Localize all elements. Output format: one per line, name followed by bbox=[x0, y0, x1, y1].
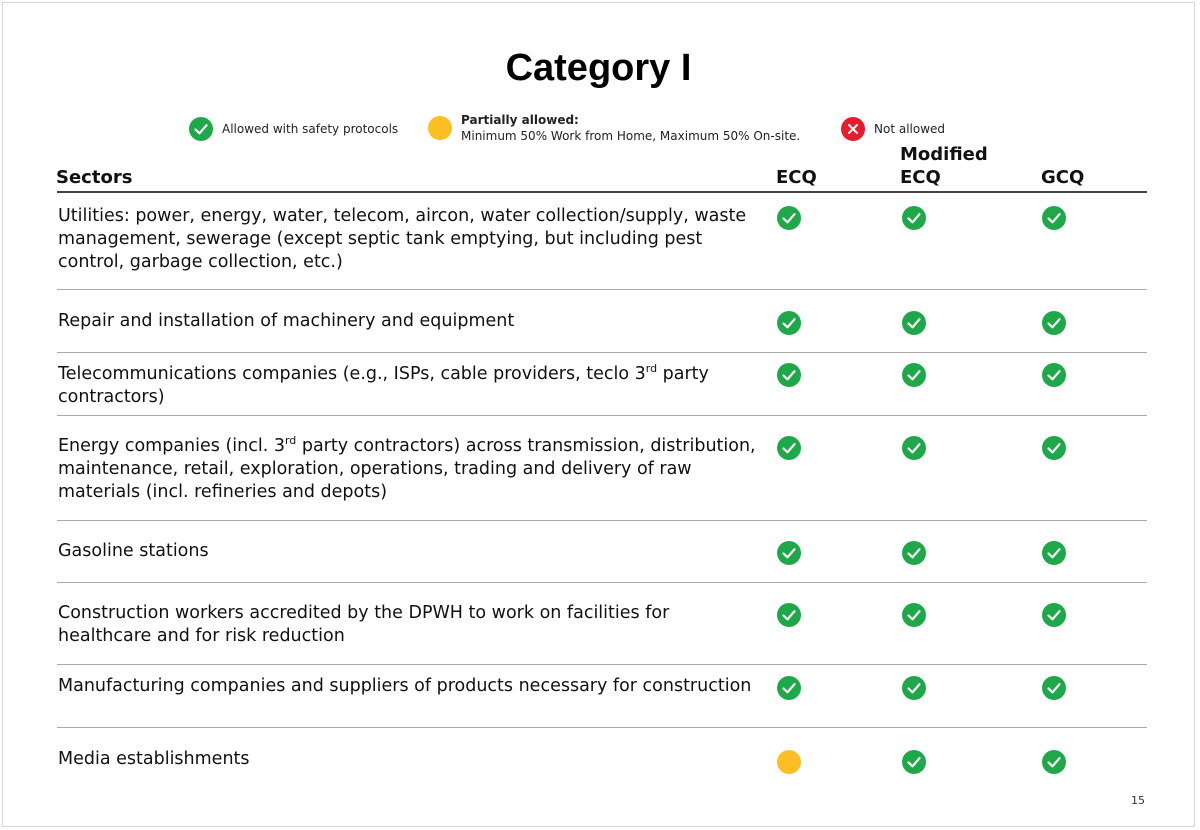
check-icon bbox=[902, 206, 926, 230]
check-icon bbox=[777, 206, 801, 230]
legend-partial-title: Partially allowed: bbox=[461, 113, 579, 127]
header-divider bbox=[57, 191, 1147, 193]
check-icon bbox=[777, 363, 801, 387]
sector-label: Telecommunications companies (e.g., ISPs, cable providers, teclo 3rd party contractors) bbox=[58, 362, 709, 407]
check-icon bbox=[902, 750, 926, 774]
row-divider bbox=[57, 415, 1147, 416]
check-icon bbox=[902, 676, 926, 700]
check-icon bbox=[902, 603, 926, 627]
sector-label: Gasoline stations bbox=[58, 541, 209, 561]
check-icon bbox=[1042, 603, 1066, 627]
row-divider bbox=[57, 289, 1147, 290]
partial-circle-icon bbox=[777, 750, 801, 774]
check-icon bbox=[1042, 311, 1066, 335]
check-icon bbox=[777, 436, 801, 460]
sector-label: Repair and installation of machinery and equipment bbox=[58, 311, 515, 331]
legend-partial bbox=[428, 112, 800, 144]
check-icon bbox=[777, 541, 801, 565]
check-icon bbox=[777, 603, 801, 627]
cross-icon bbox=[841, 117, 865, 141]
check-icon bbox=[777, 676, 801, 700]
legend-allowed-label: Allowed with safety protocols bbox=[222, 122, 399, 136]
check-icon bbox=[777, 311, 801, 335]
partial-circle-icon bbox=[428, 116, 452, 140]
legend-not-allowed-label: Not allowed bbox=[874, 122, 946, 136]
header-sectors: Sectors bbox=[56, 167, 133, 188]
check-icon bbox=[189, 117, 213, 141]
header-mecq-line2: ECQ bbox=[900, 167, 941, 188]
header-ecq: ECQ bbox=[776, 167, 817, 188]
sector-label: Utilities: power, energy, water, telecom, aircon, water collection/supply, waste management, sewerage (except septic tank emptying, but including pest control, garbage collection, etc.) bbox=[58, 206, 747, 272]
slide bbox=[2, 2, 1195, 827]
row-divider bbox=[57, 520, 1147, 521]
check-icon bbox=[1042, 436, 1066, 460]
check-icon bbox=[1042, 676, 1066, 700]
sector-label: Construction workers accredited by the DPWH to work on facilities for healthcare and for risk reduction bbox=[58, 603, 670, 646]
check-icon bbox=[1042, 541, 1066, 565]
legend-not-allowed bbox=[841, 117, 945, 141]
check-icon bbox=[902, 436, 926, 460]
check-icon bbox=[1042, 363, 1066, 387]
row-divider bbox=[57, 664, 1147, 665]
check-icon bbox=[902, 311, 926, 335]
sector-label: Energy companies (incl. 3rd party contractors) across transmission, distribution, maintenance, retail, exploration, operations, trading and delivery of raw materials (incl. refineries and depots) bbox=[58, 434, 756, 502]
row-divider bbox=[57, 352, 1147, 353]
check-icon bbox=[902, 363, 926, 387]
check-icon bbox=[902, 541, 926, 565]
check-icon bbox=[1042, 750, 1066, 774]
sector-label: Manufacturing companies and suppliers of products necessary for construction bbox=[58, 676, 752, 696]
header-gcq: GCQ bbox=[1041, 167, 1085, 188]
slide-title: Category I bbox=[505, 47, 692, 89]
check-icon bbox=[1042, 206, 1066, 230]
header-mecq-line1: Modified bbox=[900, 144, 988, 165]
row-divider bbox=[57, 582, 1147, 583]
sector-label: Media establishments bbox=[58, 749, 250, 769]
legend-allowed bbox=[189, 117, 398, 141]
legend-partial-detail: Minimum 50% Work from Home, Maximum 50% On-site. bbox=[461, 129, 801, 143]
page-number: 15 bbox=[1131, 794, 1145, 807]
row-divider bbox=[57, 727, 1147, 728]
